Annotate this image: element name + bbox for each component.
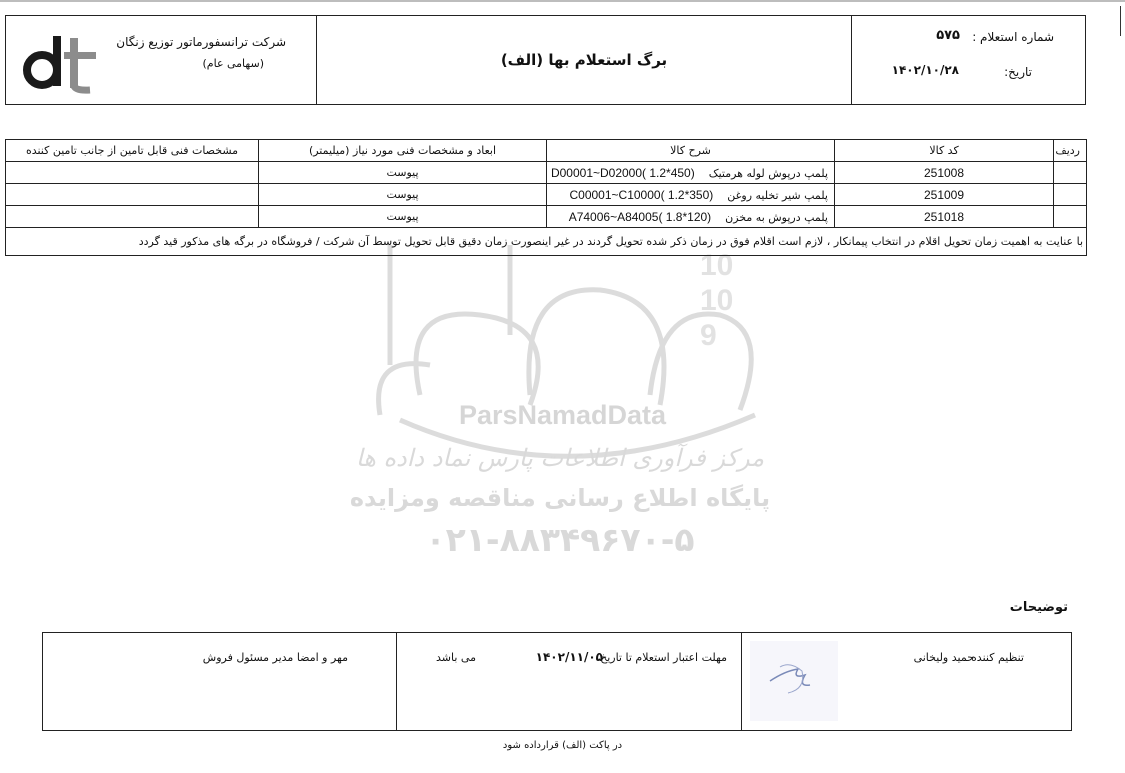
item-code: 251009	[835, 184, 1054, 206]
row-number	[1054, 206, 1087, 228]
signature-image	[750, 641, 838, 721]
table-row	[6, 206, 1087, 228]
preparer-cell	[742, 633, 1073, 730]
validity-label: مهلت اعتبار استعلام تا تاریخ	[600, 651, 727, 664]
item-description-text: پلمپ شیر تخلیه روغن	[727, 188, 828, 202]
svg-text:9: 9	[700, 319, 717, 352]
title-block	[317, 16, 852, 104]
company-block	[6, 16, 317, 104]
item-dimensions: پیوست	[259, 206, 547, 228]
envelope-note: در پاکت (الف) قرارداده شود	[502, 740, 623, 751]
company-type: (سهامی عام)	[202, 57, 264, 70]
item-description-text: پلمپ درپوش لوله هرمتیک	[708, 166, 828, 180]
watermark-brand: ParsNamadData	[458, 400, 667, 430]
validity-date: ۱۴۰۲/۱۱/۰۵	[535, 650, 603, 664]
item-dimensions: پیوست	[259, 162, 547, 184]
request-info-block	[852, 16, 1087, 104]
item-supplier-specs[interactable]	[6, 184, 259, 206]
watermark-phone: ۰۲۱-۸۸۳۴۹۶۷۰-۵	[425, 520, 695, 559]
request-number-label: شماره استعلام :	[972, 30, 1054, 44]
footer-box	[42, 632, 1072, 731]
item-description-range: C00001~C10000( 1.2*350)	[569, 187, 714, 202]
col-header-description: شرح کالا	[547, 140, 835, 162]
seal-cell	[43, 633, 397, 730]
table-row	[6, 162, 1087, 184]
page-edge-mark	[1120, 6, 1121, 36]
date-value: ۱۴۰۲/۱۰/۲۸	[891, 63, 959, 77]
col-header-row: ردیف	[1054, 140, 1087, 162]
row-number	[1054, 184, 1087, 206]
delivery-note: با عنایت به اهمیت زمان تحویل اقلام در انتخاب پیمانکار ، لازم است اقلام فوق در زمان ذکر شده تحویل گردند در غیر اینصورت زمان دقیق قابل تحویل توسط آن شرکت / فروشگاه در برگه های مذکور قید گردد	[6, 228, 1087, 256]
form-header	[5, 15, 1086, 105]
row-number	[1054, 162, 1087, 184]
svg-text:10: 10	[700, 249, 734, 282]
company-logo-icon	[20, 30, 100, 94]
table-note-row	[6, 228, 1087, 256]
table-header-row	[6, 140, 1087, 162]
svg-text:10: 10	[700, 284, 734, 317]
top-border-line	[0, 0, 1125, 2]
validity-suffix: می باشد	[436, 651, 476, 664]
date-label: تاریخ:	[1004, 65, 1032, 79]
item-code: 251008	[835, 162, 1054, 184]
col-header-dimensions: ابعاد و مشخصات فنی مورد نیاز (میلیمتر)	[259, 140, 547, 162]
signature-icon	[750, 641, 838, 721]
watermark-line-2: پایگاه اطلاع رسانی مناقصه ومزایده	[349, 484, 771, 512]
item-code: 251018	[835, 206, 1054, 228]
col-header-code: کد کالا	[835, 140, 1054, 162]
item-supplier-specs[interactable]	[6, 206, 259, 228]
validity-cell	[397, 633, 742, 730]
item-description	[547, 206, 835, 228]
watermark-line-1: مرکز فرآوری اطلاعات پارس نماد داده ها	[355, 444, 765, 472]
items-table	[5, 139, 1087, 256]
notes-title: توضیحات	[1009, 600, 1068, 615]
item-description	[547, 162, 835, 184]
table-row	[6, 184, 1087, 206]
request-number: ۵۷۵	[936, 28, 960, 43]
item-dimensions: پیوست	[259, 184, 547, 206]
item-supplier-specs[interactable]	[6, 162, 259, 184]
col-header-supplier-specs: مشخصات فنی قابل تامین از جانب تامین کننده	[6, 140, 259, 162]
preparer-name: حمید ولیخانی	[913, 651, 974, 664]
item-description-text: پلمپ درپوش به مخزن	[725, 210, 828, 224]
item-description-range: A74006~A84005( 1.8*120)	[568, 209, 712, 224]
item-description-range: D00001~D02000( 1.2*450)	[550, 165, 695, 180]
company-name: شرکت ترانسفورماتور توزیع زنگان	[116, 35, 286, 49]
form-title: برگ استعلام بها (الف)	[500, 51, 668, 69]
seal-label: مهر و امضا مدیر مسئول فروش	[202, 651, 348, 664]
item-description	[547, 184, 835, 206]
preparer-label: تنظیم کننده	[971, 651, 1024, 664]
